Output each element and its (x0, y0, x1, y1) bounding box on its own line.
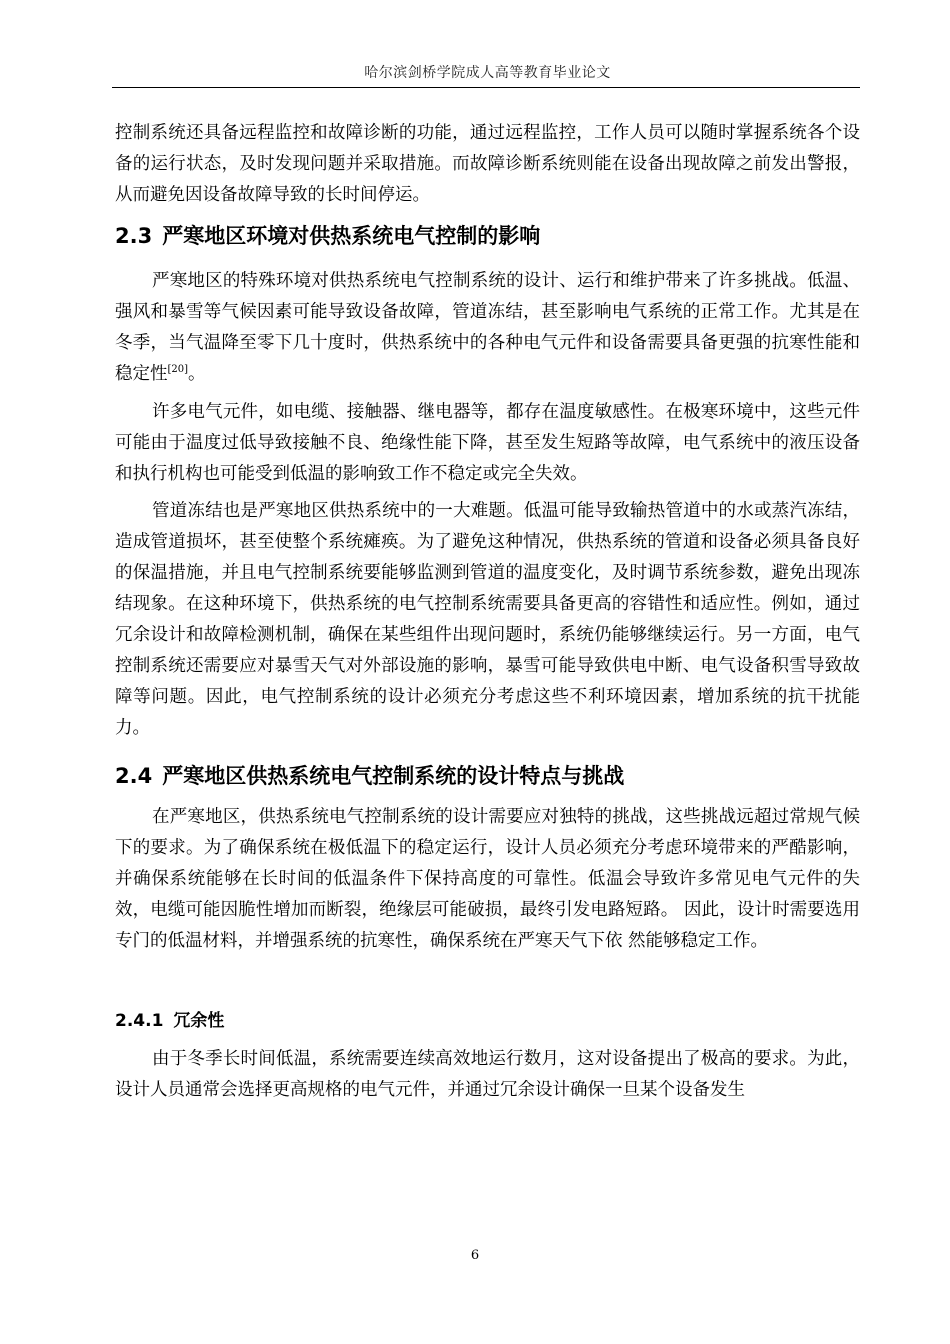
paragraph-pipe-freezing: 管道冻结也是严寒地区供热系统中的一大难题。低温可能导致输热管道中的水或蒸汽冻结，造成管道损坏，甚至使整个系统瘫痪。为了避免这种情况，供热系统的管道和设备必须具备良好的保温措施，并且电气控制系统要能够监测到管道的温度变化，及时调节系统参数，避免出现冻结现象。在这种环境下，供热系统的电气控制系统需要具备更高的容错性和适应性。例如，通过冗余设计和故障检测机制，确保在某些组件出现问题时，系统仍能够继续运行。另一方面，电气控制系统还需要应对暴雪天气对外部设施的影响，暴雪可能导致供电中断、电气设备积雪导致故障等问题。因此，电气控制系统的设计必须充分考虑这些不利环境因素，增加系统的抗干扰能力。 (115, 501, 860, 738)
heading-number: 2.3 (115, 224, 153, 248)
paragraph-redundancy: 由于冬季长时间低温，系统需要连续高效地运行数月，这对设备提出了极高的要求。为此，设计人员通常会选择更高规格的电气元件，并通过冗余设计确保一旦某个设备发生 (115, 1049, 860, 1100)
heading-2-4 (115, 760, 860, 792)
heading-title: 严寒地区供热系统电气控制系统的设计特点与挑战 (162, 764, 625, 788)
heading-2-4-1 (115, 1006, 860, 1036)
citation-ref: [20] (167, 364, 189, 375)
paragraph-design-challenges: 在严寒地区，供热系统电气控制系统的设计需要应对独特的挑战，这些挑战远超过常规气候下的要求。为了确保系统在极低温下的稳定运行，设计人员必须充分考虑环境带来的严酷影响，并确保系统能够在长时间的低温条件下保持高度的可靠性。低温会导致许多常见电气元件的失效，电缆可能因脆性增加而断裂，绝缘层可能破损，最终引发电路短路。 因此，设计时需要选用专门的低温材料，并增强系统的抗寒性，确保系统在严寒天气下依 然能够稳定工作。 (115, 807, 860, 951)
paragraph-text: 严寒地区的特殊环境对供热系统电气控制系统的设计、运行和维护带来了许多挑战。低温、强风和暴雪等气候因素可能导致设备故障，管道冻结，甚至影响电气系统的正常工作。尤其是在冬季，当气温降至零下几十度时，供热系统中的各种电气元件和设备需要具备更强的抗寒性能和稳定性 (115, 271, 860, 384)
paragraph-continuation: 控制系统还具备远程监控和故障诊断的功能，通过远程监控，工作人员可以随时掌握系统各个设备的运行状态，及时发现问题并采取措施。而故障诊断系统则能在设备出现故障之前发出警报，从而避免因设备故障导致的长时间停运。 (115, 123, 860, 205)
paragraph-environment-challenges (115, 266, 860, 390)
heading-2-3 (115, 220, 860, 252)
paragraph-end: 。 (188, 364, 206, 384)
page-number: 6 (470, 1248, 480, 1263)
heading-number: 2.4.1 (115, 1011, 164, 1031)
heading-title: 冗余性 (173, 1011, 225, 1031)
heading-title: 严寒地区环境对供热系统电气控制的影响 (162, 224, 541, 248)
heading-number: 2.4 (115, 764, 153, 788)
header-divider (112, 87, 860, 88)
paragraph-temperature-sensitivity: 许多电气元件，如电缆、接触器、继电器等，都存在温度敏感性。在极寒环境中，这些元件可能由于温度过低导致接触不良、绝缘性能下降，甚至发生短路等故障，电气系统中的液压设备和执行机构也可能受到低温的影响致工作不稳定或完全失效。 (115, 402, 860, 484)
page-header-title: 哈尔滨剑桥学院成人高等教育毕业论文 (364, 65, 611, 81)
